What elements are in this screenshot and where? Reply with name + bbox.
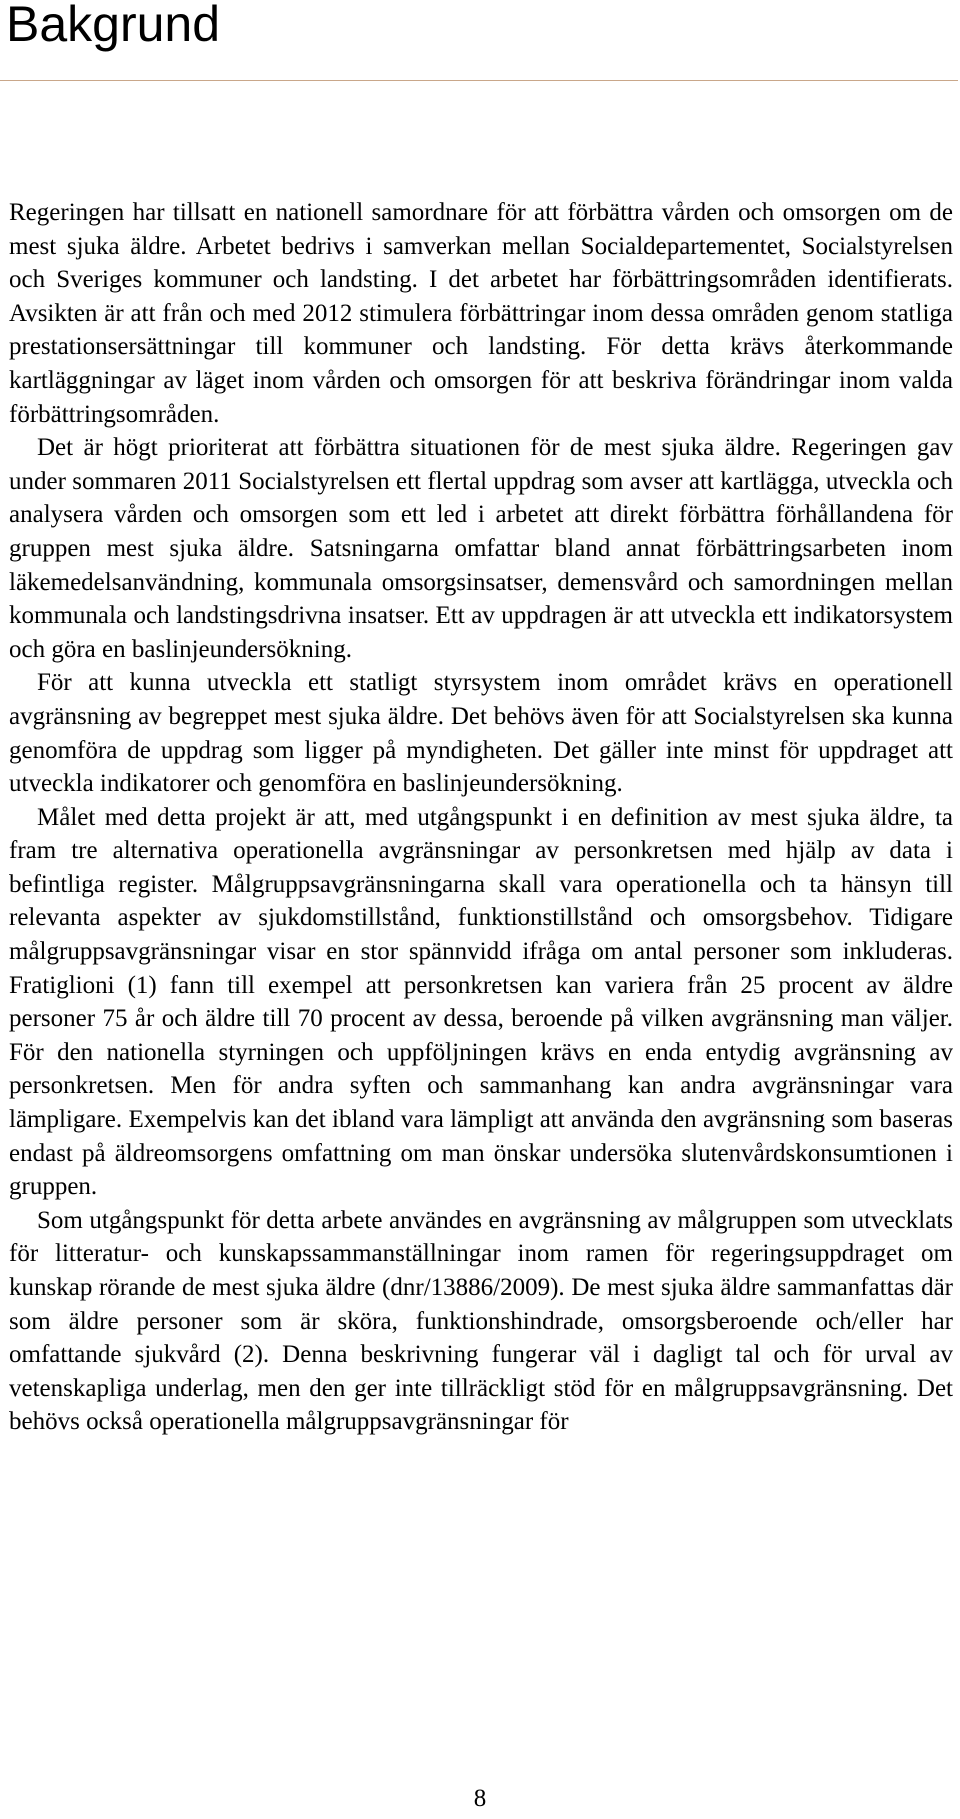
paragraph: För att kunna utveckla ett statligt styrsystem inom området krävs en operationell avgränsning av begreppet mest sjuka äldre. Det behövs även för att Socialstyrelsen ska kunna genomföra de uppdrag som ligger på myndigheten. Det gäller inte minst för uppdraget att utveckla indikatorer och genomföra en baslinjeundersökning. [9, 669, 953, 798]
paragraph: Det är högt prioriterat att förbättra situationen för de mest sjuka äldre. Regeringen gav under sommaren 2011 Socialstyrelsen ett flertal uppdrag som avser att kartlägga, utveckla och analysera vården och omsorgen som ett led i arbetet att direkt förbättra förhållandena för gruppen mest sjuka äldre. Satsningarna omfattar bland annat förbättringsarbeten inom läkemedelsanvändning, kommunala omsorgsinsatser, demensvård och samordningen mellan kommunala och landstingsdrivna insatser. Ett av uppdragen är att utveckla ett indikatorsystem och göra en baslinjeundersökning. [9, 434, 953, 663]
body-text [9, 196, 953, 1439]
paragraph: Målet med detta projekt är att, med utgångspunkt i en definition av mest sjuka äldre, ta fram tre alternativa operationella avgränsningar av personkretsen med hjälp av data i befintliga register. Målgruppsavgränsningarna skall vara operationella och ta hänsyn till relevanta aspekter av sjukdomstillstånd, funktionstillstånd och omsorgsbehov. Tidigare målgruppsavgränsningar visar en stor spännvidd ifråga om antal personer som inkluderas. Fratiglioni (1) fann till exempel att personkretsen kan variera från 25 procent av äldre personer 75 år och äldre till 70 procent av dessa, beroende på vilken avgränsning man väljer. För den nationella styrningen och uppföljningen krävs en enda entydig avgränsning av personkretsen. Men för andra syften och sammanhang kan andra avgränsningar vara lämpligare. Exempelvis kan det ibland vara lämpligt att använda den avgränsning som baseras endast på äldreomsorgens omfattning om man önskar undersöka slutenvårdskonsumtionen i gruppen. [9, 803, 953, 1201]
heading-divider [0, 80, 958, 81]
paragraph: Som utgångspunkt för detta arbete användes en avgränsning av målgruppen som utvecklats för litteratur- och kunskapssammanställningar inom ramen för regeringsuppdraget om kunskap rörande de mest sjuka äldre (dnr/13886/2009). De mest sjuka äldre sammanfattas där som äldre personer som är sköra, funktionshindrade, omsorgsberoende och/eller har omfattande sjukvård (2). Denna beskrivning fungerar väl i dagligt tal och för urval av vetenskapliga underlag, men den ger inte tillräckligt stöd för en målgruppsavgränsning. Det behövs också operationella målgruppsavgränsningar för [9, 1206, 953, 1436]
paragraph: Regeringen har tillsatt en nationell samordnare för att förbättra vården och omsorgen om de mest sjuka äldre. Arbetet bedrivs i samverkan mellan Socialdepartementet, Socialstyrelsen och Sveriges kommuner och landsting. I det arbetet har förbättringsområden identifierats. Avsikten är att från och med 2012 stimulera förbättringar inom dessa områden genom statliga prestationsersättningar till kommuner och landsting. För detta krävs återkommande kartläggningar av läget inom vården och omsorgen för att beskriva förändringar inom valda förbättringsområden. [9, 199, 953, 428]
page-heading: Bakgrund [6, 0, 221, 52]
page-number: 8 [473, 1785, 487, 1812]
